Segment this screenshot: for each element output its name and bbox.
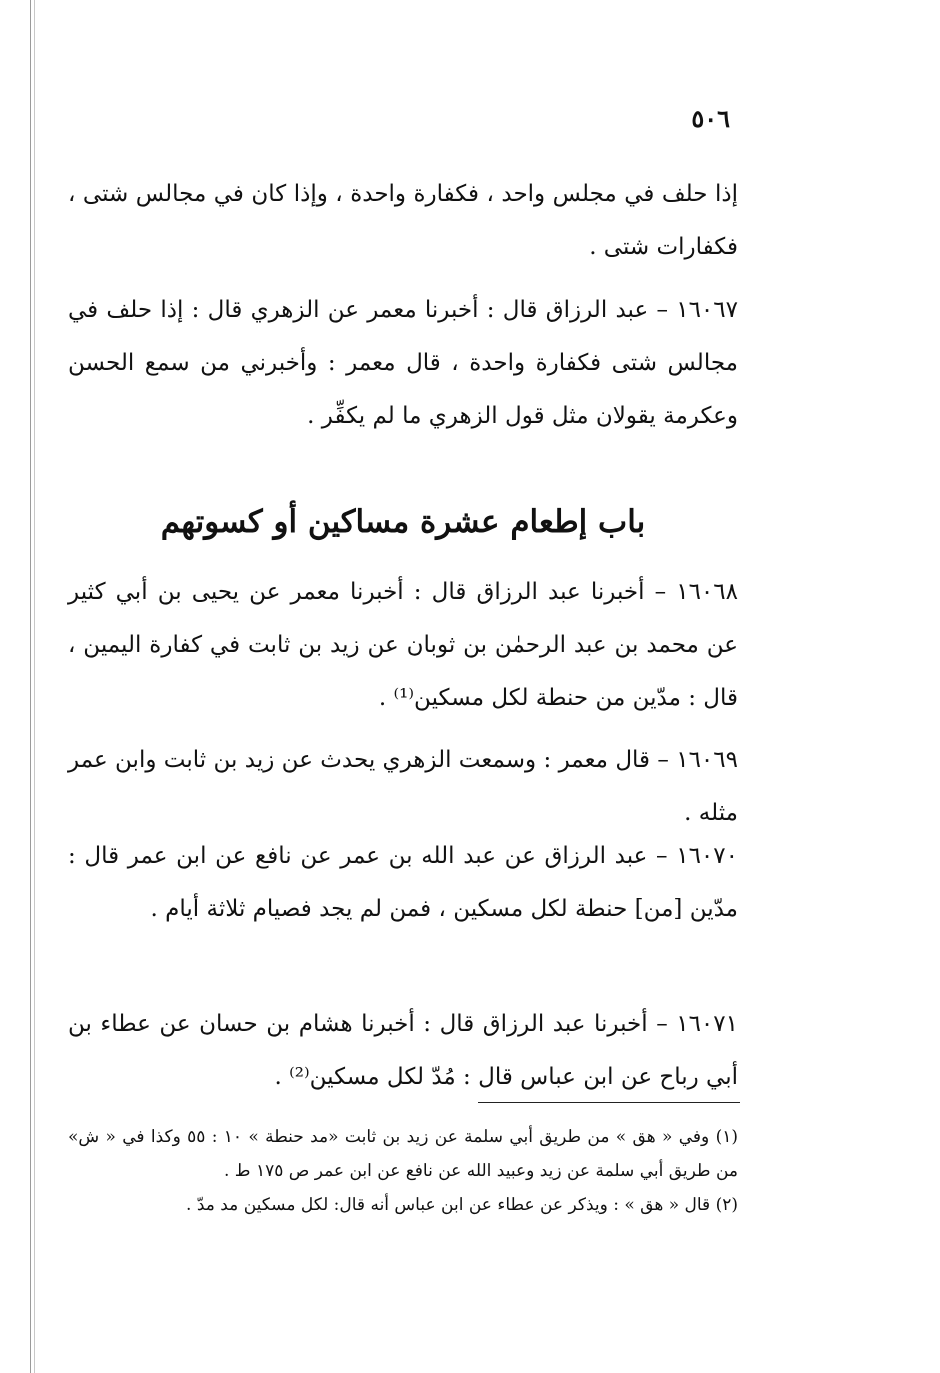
hadith-16068: ١٦٠٦٨ – أخبرنا عبد الرزاق قال : أخبرنا معمر عن يحيى بن أبي كثير عن محمد بن عبد الرحمٰن بن ثوبان عن زيد بن ثابت في كفارة اليمين ، قال : مدّين من حنطة لكل مسكين⁽¹⁾ .	[68, 579, 738, 711]
section-heading: باب إطعام عشرة مساكين أو كسوتهم	[160, 504, 646, 540]
footnote-1: (١) وفي « هق » من طريق أبي سلمة عن زيد بن ثابت «مد حنطة » ١٠ : ٥٥ وكذا في « ش» من طريق أبي سلمة عن زيد وعبيد الله عن نافع عن ابن عمر ص ١٧٥ ط .	[68, 1127, 738, 1181]
footnote-2: (٢) قال « هق » : ويذكر عن عطاء عن ابن عباس أنه قال: لكل مسكين مد مدّ .	[186, 1195, 738, 1215]
hadith-16067: ١٦٠٦٧ – عبد الرزاق قال : أخبرنا معمر عن الزهري قال : إذا حلف في مجالس شتى فكفارة واحدة ، قال معمر : وأخبرني من سمع الحسن وعكرمة يقولان مثل قول الزهري ما لم يكفِّر .	[68, 297, 738, 429]
binding-edge-line	[30, 0, 31, 1373]
paragraph-continuation: إذا حلف في مجلس واحد ، فكفارة واحدة ، وإذا كان في مجالس شتى ، فكفارات شتى .	[68, 181, 738, 260]
hadith-16071: ١٦٠٧١ – أخبرنا عبد الرزاق قال : أخبرنا هشام بن حسان عن عطاء بن أبي رباح عن ابن عباس قال : مُدّ لكل مسكين⁽²⁾ .	[68, 1011, 738, 1090]
footnote-separator	[478, 1102, 740, 1103]
binding-edge-line-secondary	[34, 0, 35, 1373]
hadith-16070: ١٦٠٧٠ – عبد الرزاق عن عبد الله بن عمر عن نافع عن ابن عمر قال : مدّين [من] حنطة لكل مسكين ، فمن لم يجد فصيام ثلاثة أيام .	[68, 843, 738, 922]
footnotes	[68, 1120, 738, 1222]
page-number: ٥٠٦	[691, 104, 730, 133]
hadith-16069: ١٦٠٦٩ – قال معمر : وسمعت الزهري يحدث عن زيد بن ثابت وابن عمر مثله .	[68, 747, 738, 826]
